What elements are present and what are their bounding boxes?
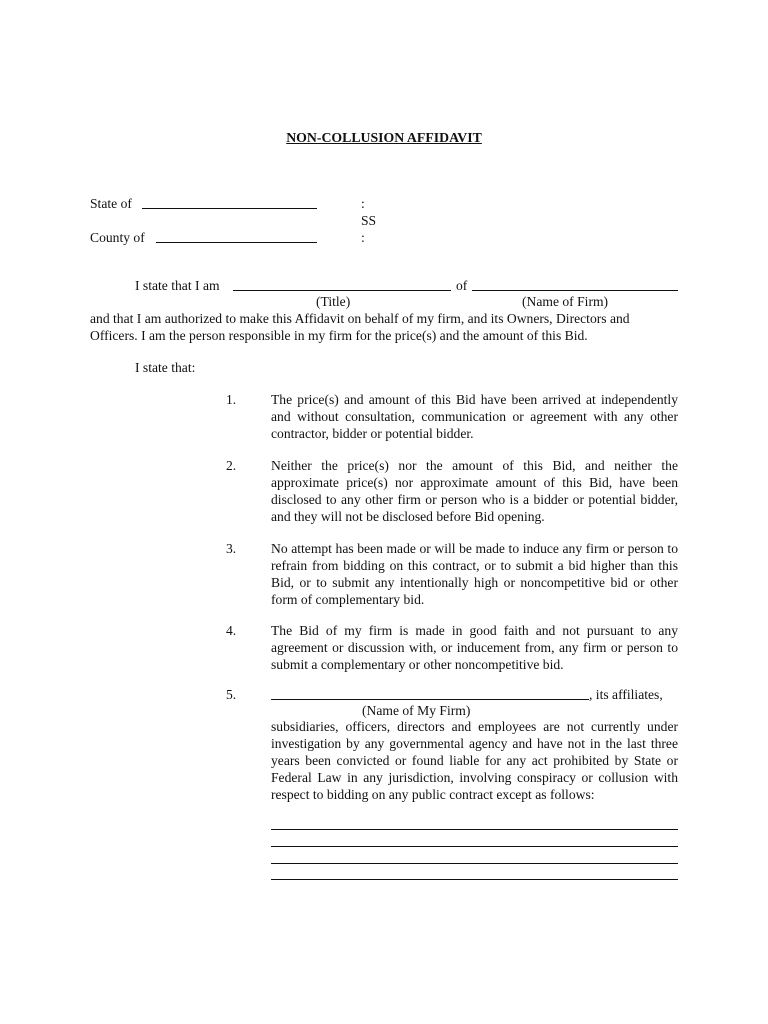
exceptions-blank-line[interactable] [271,863,678,864]
item-text: subsidiaries, officers, directors and employees are not currently under investigation by any governmental agency and have not in the last three years been convicted or found liable for any act prohibited by State or Federal Law in any jurisdiction, involving conspiracy or collusion with respect to bidding on any public contract except as follows: [271,719,678,802]
state-blank[interactable] [142,208,317,209]
exceptions-blank-line[interactable] [271,829,678,830]
state-label: State of [90,196,132,211]
venue-colon-top: : [361,196,365,211]
county-line [90,229,145,246]
item-text: Neither the price(s) nor the amount of this Bid, and neither the approximate price(s) nor approximate amount of this Bid, have been disclosed to any other firm or person who is a bidder or potential bidder, and they will not be disclosed before Bid opening. [271,458,678,524]
statement-of: of [456,278,468,293]
exceptions-blank-line[interactable] [271,846,678,847]
authorization-paragraph: and that I am authorized to make this Affidavit on behalf of my firm, and its Owners, Directors and Officers. I am the person responsible in my firm for the price(s) and the amount of this Bid. [90,311,630,343]
statement-lead: I state that I am [135,278,220,293]
firm-name-blank[interactable] [472,290,678,291]
venue-colon-bottom: : [361,230,365,245]
item5-affiliates: , its affiliates, [589,687,663,702]
county-label: County of [90,230,145,245]
title-blank[interactable] [233,290,451,291]
state-line [90,195,132,212]
item-text: The price(s) and amount of this Bid have been arrived at independently and without consultation, communication or agreement with any other contractor, bidder or potential bidder. [271,392,678,441]
document-title: NON-COLLUSION AFFIDAVIT [286,130,482,145]
venue-ss: SS [361,213,377,228]
item-number: 1. [226,392,237,407]
item-number: 3. [226,541,237,556]
my-firm-blank[interactable] [271,699,589,700]
firm-caption: (Name of Firm) [522,294,609,309]
item-text: The Bid of my firm is made in good faith and not pursuant to any agreement or discussion with, or inducement from, any firm or person to submit a complementary or other noncompetitive bid. [271,623,678,672]
exceptions-blank-line[interactable] [271,879,678,880]
item-number: 4. [226,623,237,638]
title-caption-text: (Title) [316,294,351,309]
item-number: 2. [226,458,237,473]
county-blank[interactable] [156,242,317,243]
i-state-that: I state that: [135,360,196,375]
item-text: No attempt has been made or will be made to induce any firm or person to refrain from bidding on this contract, or to submit a bid higher than this Bid, or to submit any intentionally high or noncompetitive bid or other form of complementary bid. [271,541,678,607]
item-number: 5. [226,687,237,702]
my-firm-caption: (Name of My Firm) [362,703,471,718]
